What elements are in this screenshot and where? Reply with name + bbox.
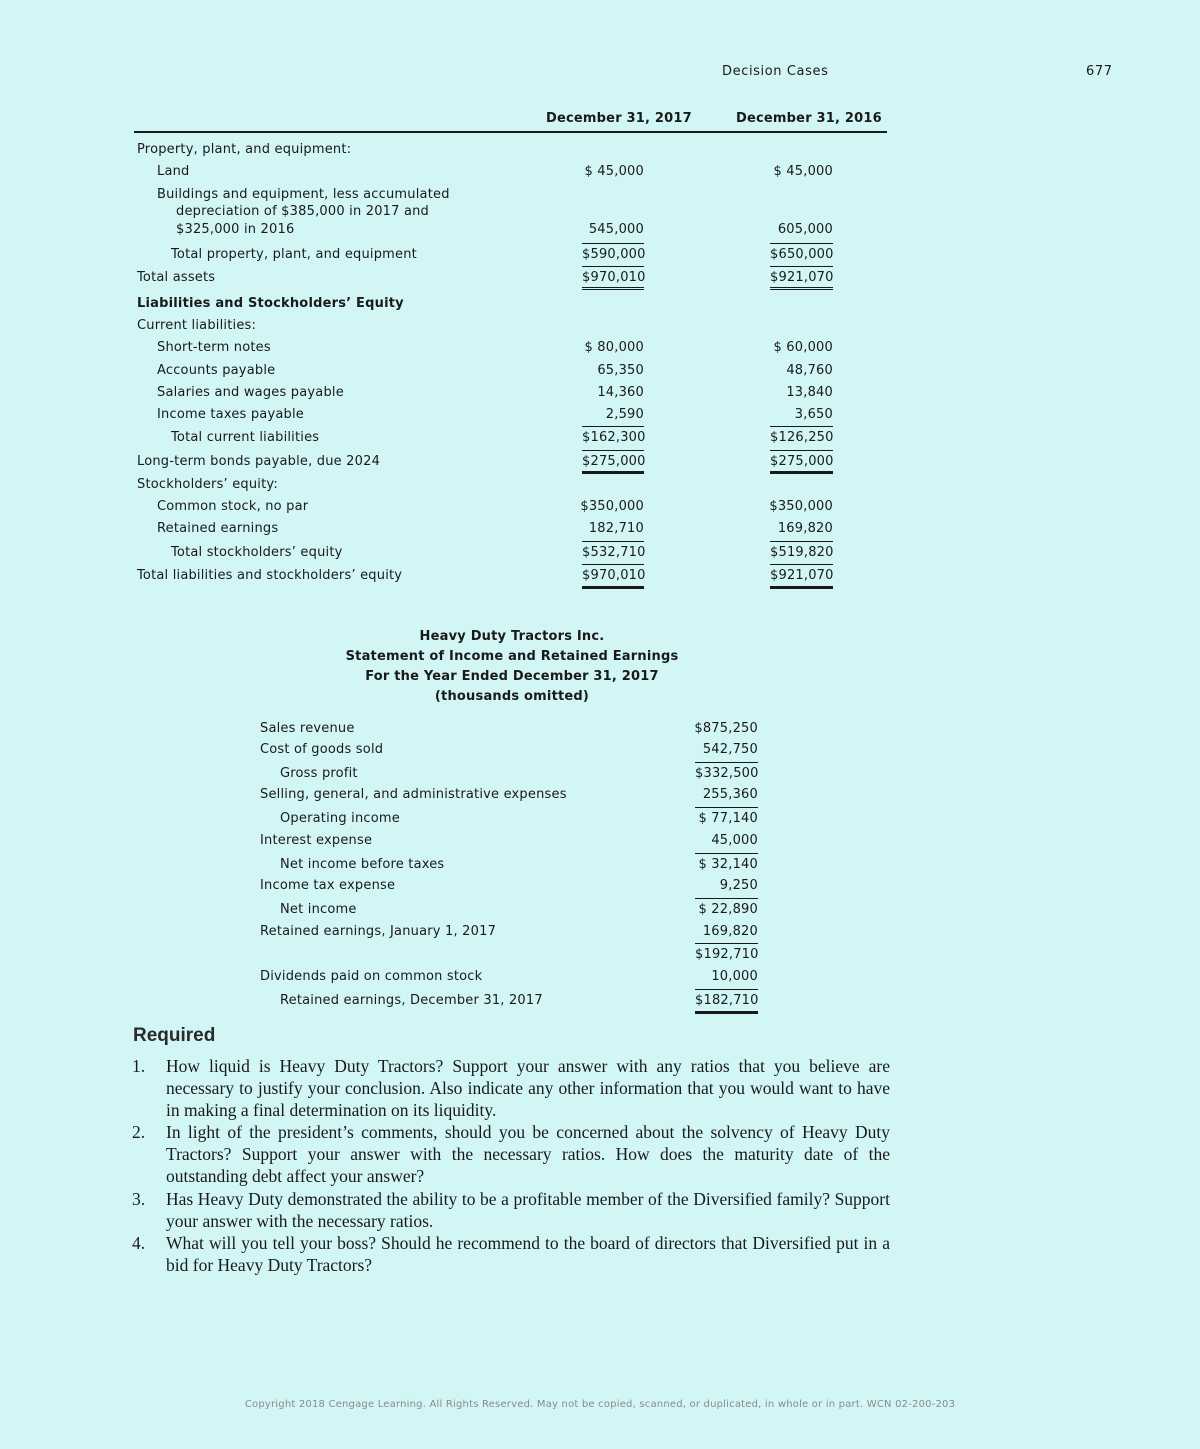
bs-value-2017: $350,000 [580,499,644,514]
is-label: Dividends paid on common stock [260,969,483,984]
question-number: 2. [132,1122,146,1142]
bs-value-2017: $590,000 [582,243,644,262]
statement-period: For the Year Ended December 31, 2017 [365,669,659,684]
is-value: $ 77,140 [695,807,758,826]
bs-label: Income taxes payable [157,407,304,422]
bs-value-2016: $921,070 [770,564,833,589]
bs-section-heading: Liabilities and Stockholders’ Equity [137,296,404,311]
bs-label: Property, plant, and equipment: [137,142,352,157]
bs-value-2017: $162,300 [582,426,644,445]
bs-label: Current liabilities: [137,318,257,333]
is-value: 542,750 [702,742,758,757]
is-value-subtotal: $192,710 [695,943,758,962]
page-number: 677 [1086,64,1113,79]
bs-label: Total liabilities and stockholders’ equity [137,568,403,583]
question-number: 3. [132,1189,146,1209]
is-label: Net income before taxes [280,857,445,872]
bs-value-2017: 14,360 [597,385,644,400]
bs-label: Long-term bonds payable, due 2024 [137,454,381,469]
bs-label: $325,000 in 2016 [176,222,295,237]
bs-value-2016: $921,070 [770,266,833,290]
question-number: 4. [132,1233,146,1253]
is-label: Retained earnings, January 1, 2017 [260,924,497,939]
required-heading: Required [133,1025,216,1046]
bs-value-2016: $650,000 [770,243,833,262]
column-header-2017: December 31, 2017 [546,111,692,126]
bs-label: Buildings and equipment, less accumulated [157,187,450,202]
company-name: Heavy Duty Tractors Inc. [419,629,605,644]
income-statement-title [300,627,724,707]
is-label: Gross profit [280,766,358,781]
header-rule [134,131,887,133]
column-header-2016: December 31, 2016 [736,111,882,126]
bs-label: Total property, plant, and equipment [171,247,417,262]
bs-value-2017: $532,710 [582,541,644,560]
is-label: Selling, general, and administrative expenses [260,787,567,802]
running-head-section: Decision Cases [722,64,829,79]
is-label: Interest expense [260,833,373,848]
bs-value-2017: $275,000 [582,450,644,474]
bs-value-2016: 13,840 [786,385,833,400]
bs-value-2017: $ 45,000 [584,164,644,179]
bs-label: depreciation of $385,000 in 2017 and [176,204,430,219]
is-value: 10,000 [711,969,758,984]
statement-units: (thousands omitted) [434,689,590,704]
bs-value-2016: 169,820 [777,521,833,536]
question-text: In light of the president’s comments, should you be concerned about the solvency of Heavy Duty Tractors? Support your answer with the necessary ratios. How does the maturity date of the outstanding debt affect your answer? [166,1122,890,1186]
is-label: Net income [280,902,357,917]
is-label: Operating income [280,811,400,826]
is-value: $875,250 [694,721,758,736]
is-label: Cost of goods sold [260,742,384,757]
bs-value-2017: $970,010 [582,564,644,589]
is-value: 45,000 [711,833,758,848]
statement-name: Statement of Income and Retained Earnings [345,649,679,664]
question-text: How liquid is Heavy Duty Tractors? Support your answer with any ratios that you believe are necessary to justify your conclusion. Also indicate any other information that you would want to have in making a final determination on its liquidity. [166,1056,890,1120]
is-value: $332,500 [695,762,758,781]
is-value: 255,360 [702,787,758,802]
copyright-notice: Copyright 2018 Cengage Learning. All Rights Reserved. May not be copied, scanned, or duplicated, in whole or in part. WCN 02-200-203 [244,1399,956,1410]
bs-value-2017: 182,710 [588,521,644,536]
question-text: What will you tell your boss? Should he recommend to the board of directors that Diversified put in a bid for Heavy Duty Tractors? [166,1233,890,1275]
bs-value-2016: 3,650 [794,407,833,422]
bs-label: Accounts payable [157,363,276,378]
bs-label: Retained earnings [157,521,279,536]
is-value: 9,250 [719,878,758,893]
bs-value-2016: 605,000 [777,222,833,237]
question-number: 1. [132,1056,146,1076]
bs-value-2016: $ 60,000 [773,340,833,355]
bs-value-2017: 65,350 [597,363,644,378]
bs-label: Total assets [137,270,216,285]
bs-value-2016: 48,760 [786,363,833,378]
is-value: $ 22,890 [695,898,758,917]
bs-value-2017: 2,590 [605,407,644,422]
bs-label: Short-term notes [157,340,271,355]
bs-value-2017: 545,000 [588,222,644,237]
bs-value-2016: $519,820 [770,541,833,560]
bs-value-2017: $ 80,000 [584,340,644,355]
bs-label: Total stockholders’ equity [171,545,343,560]
bs-value-2016: $275,000 [770,450,833,474]
bs-value-2016: $ 45,000 [773,164,833,179]
bs-label: Land [157,164,190,179]
is-label: Retained earnings, December 31, 2017 [280,993,543,1008]
bs-label: Salaries and wages payable [157,385,344,400]
is-value: $ 32,140 [695,853,758,872]
is-value: $182,710 [695,989,758,1014]
bs-label: Total current liabilities [171,430,320,445]
bs-value-2017: $970,010 [582,266,644,290]
bs-label: Stockholders’ equity: [137,477,278,492]
is-label: Sales revenue [260,721,355,736]
bs-value-2016: $350,000 [769,499,833,514]
is-value: 169,820 [702,924,758,939]
is-label: Income tax expense [260,878,396,893]
bs-label: Common stock, no par [157,499,309,514]
bs-value-2016: $126,250 [770,426,833,445]
question-text: Has Heavy Duty demonstrated the ability to be a profitable member of the Diversified family? Support your answer with the necessary ratios. [166,1189,890,1231]
